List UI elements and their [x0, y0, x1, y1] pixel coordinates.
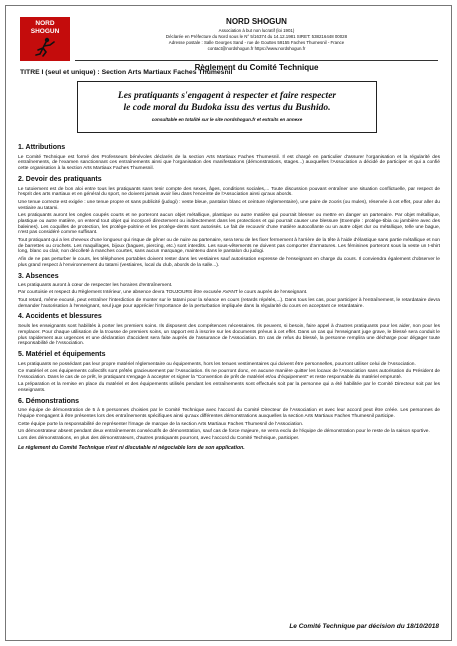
section-title: 2. Devoir des pratiquants	[18, 176, 102, 184]
paragraph: Tout retard, même excusé, peut entraîner l'interdiction de monter sur le tatami pour la séance en cours (retards répétés,...). Dans tous les cas, pour participer à l'entraînement, le retardataire devra demander l'autorisation à l'enseignant, seul juge pour apprécier l'importance de la perturbation impliquée dans la régularité du cours en acceptant ce retardataire.	[18, 297, 440, 309]
banner-line-3: consultable en totalité sur le site nordshogun.fr et extraits en annexe	[151, 117, 303, 122]
paragraph: Une tenue correcte est exigée : une tenue propre et sans publicité (judogi) : veste bleue, pantalon blanc et ceinture réglementaire), une paire de zooris (ou mules), réservée à cet effet, pour aller du vestiaire au tatami.	[18, 199, 440, 211]
banner-line-1: Les pratiquants s'engagent à respecter et faire respecter	[117, 91, 337, 101]
paragraph: Les pratiquants auront les ongles coupés courts et ne porteront aucun objet métallique, plastique ou autre matière qui pourrait blesser ou mettre en danger un partenaire. Par objet métallique, plastique ou autre matière, on entend tout objet qui incorporé directement ou indirectement dans les protections et qui pourrait causer une blessure (Exemple : protège-tibia ou jambière avec des baleines). Les coquilles de protection, les protège-poitrine et les protège-dents sont autorisés. Le fait de recouvrir d'une matière autocollante ou un autre objet dur ou métallique, telle une bague, n'est pas considéré comme suffisant.	[18, 212, 440, 236]
paragraph: Seuls les enseignants sont habilités à porter les premiers soins. Ils disposent des compétences nécessaires. Ils peuvent, si besoin, faire appel à d'autres pratiquants pour les aider, non pour les remplacer. Pour chaque utilisation de la trousse de premiers soins, un rapport est à inscrire sur les documents prévus à cet effet. Dans un cas qui l'enseignant juge grave, le blessé sera conduit le plus rapidement aux urgences et une déclaration d'accident sera faite auprès de l'assurance de l'Association. En cas de refus du blessé, la personne remplira une décharge pour dégager toute responsabilité de l'Association.	[18, 323, 440, 347]
document-title: Règlement du Comité Technique	[194, 63, 319, 72]
logo-text-top: NORD	[35, 20, 55, 27]
banner-line-2: le code moral du Budoka issu des vertus du Bushido.	[123, 103, 331, 113]
paragraph: Les pratiquants ne possédant pas leur propre matériel réglementaire ou équipements, hors les tenues vestimentaires qui doivent être personnelles, pourront utiliser celui de l'Association.	[18, 361, 416, 367]
association-line: Association à but non lucratif (loi 1901)	[218, 28, 295, 33]
moral-code-banner	[77, 81, 377, 133]
rules-body	[18, 140, 440, 452]
martial-artist-icon	[34, 37, 56, 57]
section-title: 6. Démonstrations	[18, 397, 80, 405]
paragraph: Afin de ne pas perturber le cours, les téléphones portables doivent rester dans les vestiaires sauf autorisation expresse de l'enseignant en charge du cours. Il conviendra également d'observer le plus grand respect à l'environnement du tatami (vestiaires, local du club, abords de la salle...).	[18, 256, 440, 268]
paragraph: Les pratiquants auront à cœur de respecter les horaires d'entraînement.	[18, 283, 173, 288]
paragraph: Le tutoiement est de bon aloi entre tous les pratiquants sans tenir compte des sexes, âges, conditions sociales,... Toute discussion pouvant entraîner une situation conflictuelle, par respect de l'esprit des arts martiaux et en général du sport, ne doivent jamais avoir lieu dans l'enceinte de l'Association ainsi qu'aux abords.	[18, 186, 440, 198]
paragraph: Cette équipe porte la responsabilité de représenter l'image de marque de la section Arts Martiaux Faches Thumesnil de l'Association.	[18, 421, 304, 427]
section-title: 4. Accidents et blessures	[18, 313, 102, 321]
prefecture-line: Déclarée en Préfecture du Nord sous le N° 5/16374 du 14.12.1981 SIRET: 538216448 00028	[165, 34, 348, 39]
paragraph: La préparation et la remise en place du matériel et des équipements utilisés pendant les entraînements sont effectués soit par la personne qui a été habilitée par le Comité Directeur soit par les enseignants.	[18, 382, 440, 394]
signature: Le Comité Technique par décision du 18/10/2018	[289, 623, 439, 630]
section-title: 1. Attributions	[18, 144, 66, 151]
paragraph: Une équipe de démonstration de 5 à 6 personnes choisies par le Comité Technique avec l'accord du Comité Directeur de l'Association et avec leur accord peut être créée. Les personnes de l'équipe s'engagent à être présentes lors des entraînements spécifiques ainsi qu'aux différentes démonstrations auxquelles la section Arts Martiaux Faches Thumesnil participe.	[18, 408, 440, 420]
paragraph: Le Comité Technique est formé des Professeurs bénévoles déclarés de la section Arts Martiaux Faches Thumesnil. Il est chargé en particulier d'assurer l'organisation et la régularité des entraînements, de l'examen sanctionnant ces entraînements ainsi que l'organisation des manifestations (démonstrations, stages...) auxquelles l'Association a décidé de participer et qui a confié cette organisation à la section Arts Martiaux Faches Thumesnil.	[18, 154, 440, 172]
contact-line: contact@nordshogun.fr https://www.nordshogun.fr	[207, 46, 306, 51]
section-title: 3. Absences	[18, 272, 59, 280]
paragraph: Lors des démonstrations, en plus des démonstrateurs, d'autres pratiquants pourront, avec l'accord du Comité Technique, participer.	[18, 436, 300, 442]
paragraph: Tout pratiquant qui a les cheveux d'une longueur qui risque de gêner ou de nuire au partenaire, sera tenu de les fixer fermement à l'arrière de la tête à l'aide d'élastique sans partie métallique et non de barrettes ou crochets. Les maquillages, bijoux (bagues, piercing, etc.) sont interdits. Les sous-vêtements ne doivent pas comporter d'armatures. Les féminines porteront sous la veste un t-shirt long, blanc ou clair, non décolleté à manches courtes, sans aucun marquage, maintenu dans le pantalon du judogi.	[18, 237, 440, 255]
logo-text-bottom: SHOGUN	[30, 28, 60, 35]
header-divider	[75, 60, 438, 61]
paragraph: Un démonstrateur absent pendant deux entraînements consécutifs de démonstration, sauf cas de force majeure, se verra exclu de l'équipe de démonstration pour le reste de la saison sportive.	[18, 429, 430, 434]
address-line: Adresse postale : Salle Georges Sand - rue de Gouttes 59155 Faches Thumesnil - France	[168, 40, 345, 45]
paragraph: Ce matériel et ces équipements collectifs sont prêtés gracieusement par l'Association. Ils ne pourront donc, en aucune manière quitter les locaux de l'Association sans autorisation du Président de l'Association. Dans le cas de ce prêt, le pratiquant s'engage à accepter et signer la "Convention de prêt de matériel et/ou d'équipement" et reste responsable du matériel emprunté.	[18, 369, 440, 380]
club-logo	[20, 17, 70, 61]
titre-heading: TITRE I (seul et unique) : Section Arts Martiaux Faches Thumesnil	[20, 69, 233, 76]
final-note: Le règlement du Comité Technique n'est ni discutable ni négociable lors de son application.	[18, 445, 245, 452]
paragraph: Par courtoisie et respect du Règlement Intérieur, une absence devra TOUJOURS être excusée AVANT le cours auprès de l'enseignant.	[18, 290, 308, 296]
section-title: 5. Matériel et équipements	[18, 351, 106, 359]
club-name: NORD SHOGUN	[226, 17, 287, 26]
